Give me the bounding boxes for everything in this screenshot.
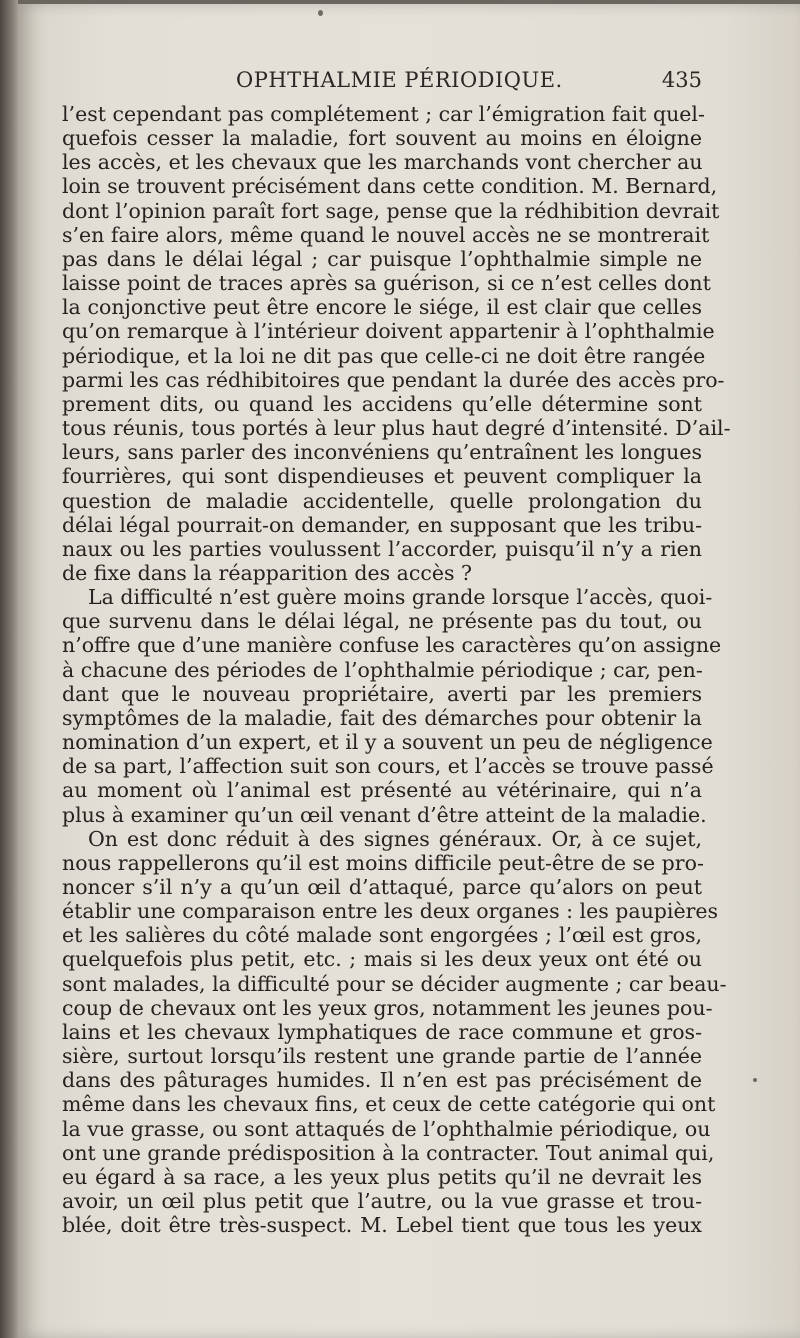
text-line: symptômes de la maladie, fait des démarches pour obtenir la [62,705,702,730]
running-title: OPHTHALMIE PÉRIODIQUE. [236,68,563,92]
text-line: n’offre que d’une manière confuse les caractères qu’on assigne [62,633,722,658]
text-line: qu’on remarque à l’intérieur doivent appartenir à l’ophthalmie [62,319,715,344]
text-line: nomination d’un expert, et il y a souvent un peu de négligence [62,730,713,755]
text-line: dans des pâturages humides. Il n’en est pas précisément de [62,1068,702,1093]
text-line: délai légal pourrait-on demander, en supposant que les tribu- [62,512,702,537]
text-line: eu égard à sa race, a les yeux plus petits qu’il ne devrait les [62,1164,702,1189]
text-line: que survenu dans le délai légal, ne présente pas du tout, ou [62,609,702,634]
text-line: même dans les chevaux fins, et ceux de cette catégorie qui ont [62,1092,716,1117]
text-line: plus à examiner qu’un œil venant d’être atteint de la maladie. [62,802,707,827]
text-line: parmi les cas rédhibitoires que pendant la durée des accès pro- [62,367,725,392]
text-line: s’en faire alors, même quand le nouvel accès ne se montrerait [62,222,710,247]
text-line: fourrières, qui sont dispendieuses et peuvent compliquer la [62,464,702,489]
paragraph-start-line: La difficulté n’est guère moins grande lorsque l’accès, quoi- [88,585,713,610]
book-gutter [0,0,18,1338]
text-line: sière, surtout lorsqu’ils restent une grande partie de l’année [62,1044,702,1069]
ink-speck [753,1078,757,1082]
text-line: tous réunis, tous portés à leur plus haut degré d’intensité. D’ail- [62,416,731,441]
text-line: à chacune des périodes de l’ophthalmie périodique ; car, pen- [62,657,703,682]
text-line: avoir, un œil plus petit que l’autre, ou la vue grasse et trou- [62,1189,702,1214]
text-line: quelquefois plus petit, etc. ; mais si les deux yeux ont été ou [62,947,702,972]
text-line: noncer s’il n’y a qu’un œil d’attaqué, parce qu’alors on peut [62,875,702,899]
text-line: coup de chevaux ont les yeux gros, notamment les jeunes pou- [62,995,713,1020]
text-line: dant que le nouveau propriétaire, averti par les premiers [62,681,702,706]
text-line: ont une grande prédisposition à la contracter. Tout animal qui, [62,1140,715,1165]
text-line: nous rappellerons qu’il est moins difficile peut-être de se pro- [62,850,704,875]
text-line: leurs, sans parler des inconvéniens qu’entraînent les longues [62,440,702,465]
text-line: dont l’opinion paraît fort sage, pense que la rédhibition devrait [62,198,720,223]
text-line: pas dans le délai légal ; car puisque l’ophthalmie simple ne [62,246,702,271]
paragraph-start-line: On est donc réduit à des signes généraux. Or, à ce sujet, [88,826,702,851]
text-line: les accès, et les chevaux que les marchands vont chercher au [62,150,703,175]
text-line: périodique, et la loi ne dit pas que celle-ci ne doit être rangée [62,343,706,368]
text-line: l’est cependant pas complétement ; car l’émigration fait quel- [62,102,705,126]
text-line: et les salières du côté malade sont engorgées ; l’œil est gros, [62,923,702,948]
text-line: établir une comparaison entre les deux organes : les paupières [62,899,719,924]
text-line: loin se trouvent précisément dans cette condition. M. Bernard, [62,174,718,199]
text-line: prement dits, ou quand les accidens qu’elle détermine sont [62,391,702,416]
text-line: quefois cesser la maladie, fort souvent au moins en éloigne [62,126,702,151]
text-line: de fixe dans la réapparition des accès ? [62,560,472,585]
text-line: au moment où l’animal est présenté au vétérinaire, qui n’a [62,778,702,803]
text-line: lains et les chevaux lymphatiques de race commune et gros- [62,1019,702,1044]
text-line: naux ou les parties voulussent l’accorder, puisqu’il n’y a rien [62,536,702,561]
text-line: laisse point de traces après sa guérison, si ce n’est celles dont [62,271,711,296]
body-text [62,102,731,1238]
text-line: blée, doit être très-suspect. M. Lebel tient que tous les yeux [62,1213,702,1238]
text-line: sont malades, la difficulté pour se décider augmente ; car beau- [62,971,727,996]
page-number: 435 [661,68,702,92]
ink-speck [318,10,323,16]
text-line: de sa part, l’affection suit son cours, et l’accès se trouve passé [62,754,714,779]
text-line: la conjonctive peut être encore le siége, il est clair que celles [62,295,702,320]
text-line: la vue grasse, ou sont attaqués de l’ophthalmie périodique, ou [62,1116,711,1141]
text-line: question de maladie accidentelle, quelle prolongation du [62,488,702,513]
page-header [212,66,710,100]
